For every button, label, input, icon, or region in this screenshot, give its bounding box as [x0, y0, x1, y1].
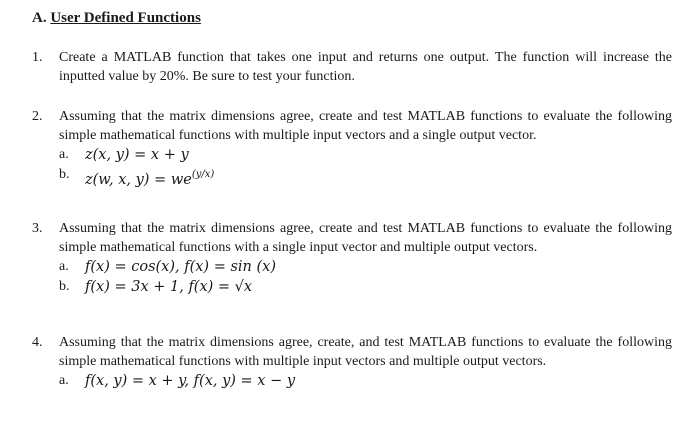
formula-exponent: (y/x): [191, 169, 215, 180]
formula: f(x) = 3x + 1, f(x) = √x: [85, 279, 253, 295]
formula: [85, 165, 214, 190]
sub-letter: b.: [59, 167, 70, 182]
formula: z(x, y) = x + y: [85, 147, 189, 163]
section-heading: [32, 8, 201, 28]
question-4: [32, 334, 672, 391]
sub-item-b: [59, 165, 672, 188]
question-2: [32, 108, 672, 188]
question-number: 2.: [32, 109, 43, 124]
sub-letter: a.: [59, 147, 69, 162]
question-text: Assuming that the matrix dimensions agree, create, and test MATLAB functions to evaluate the following simple mathematical functions with multiple input vectors and multiple output vectors.: [59, 335, 672, 369]
question-number: 1.: [32, 50, 43, 65]
formula-base: z(w, x, y) = we: [85, 172, 192, 188]
sub-letter: a.: [59, 259, 69, 274]
sub-letter: b.: [59, 279, 70, 294]
sub-item-a: [59, 371, 672, 391]
question-number: 3.: [32, 221, 43, 236]
sub-letter: a.: [59, 373, 69, 388]
sub-item-a: [59, 145, 672, 165]
question-3: [32, 220, 672, 297]
section-title: User Defined Functions: [50, 10, 201, 26]
sub-item-a: [59, 257, 672, 277]
formula: f(x) = cos(x), f(x) = sin (x): [85, 259, 276, 275]
section-letter: A.: [32, 10, 47, 26]
question-number: 4.: [32, 335, 43, 350]
question-text: Assuming that the matrix dimensions agree, create and test MATLAB functions to evaluate the following simple mathematical functions with multiple input vectors and a single output vector.: [59, 109, 672, 143]
question-text: Create a MATLAB function that takes one input and returns one output. The function will increase the inputted value by 20%. Be sure to test your function.: [59, 50, 672, 84]
question-1: [32, 49, 672, 86]
sub-item-b: [59, 277, 672, 297]
question-text: Assuming that the matrix dimensions agree, create and test MATLAB functions to evaluate the following simple mathematical functions with a single input vector and multiple output vectors.: [59, 221, 672, 255]
formula: f(x, y) = x + y, f(x, y) = x − y: [85, 373, 296, 389]
